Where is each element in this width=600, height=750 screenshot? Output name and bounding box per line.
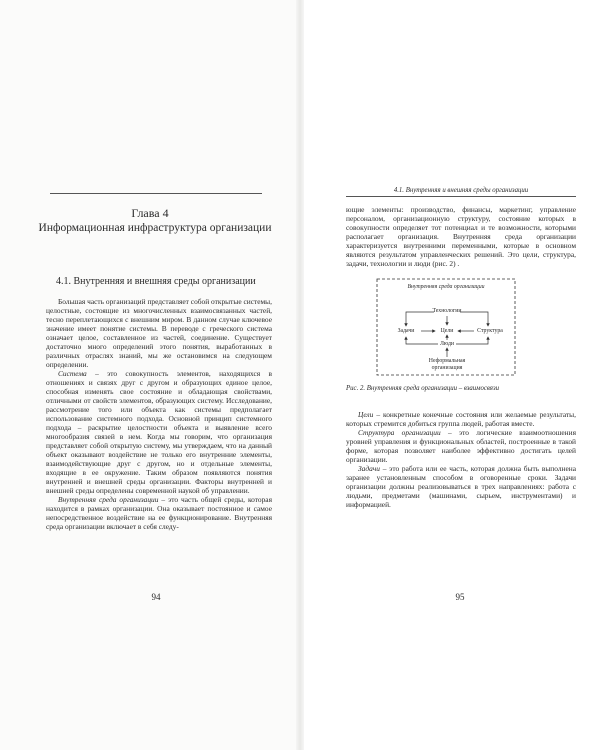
running-head: 4.1. Внутренняя и внешняя среды организации [393, 187, 529, 194]
node-informal-line1: Неформальная [428, 358, 466, 364]
definition-paragraph [346, 464, 576, 509]
node-goals: Цели [440, 328, 454, 334]
node-structure: Структура [477, 328, 503, 334]
arrow-tech-tasks [406, 312, 434, 326]
figure-caption [346, 385, 576, 392]
arrow-tech-structure [460, 312, 488, 326]
right-paragraph: ющие элементы: производство, финансы, маркетинг, управление персоналом, организационную структуру, состояние которых в совокупности определяет тот потенциал и те возможности, которыми располагает организация. Внутренняя среда организации характеризуется внутренними переменными, которые в основном являются результатом управленческих решений. Это цели, структура, задачи, технологии и люди (рис. 2) . [346, 205, 576, 268]
page-number-left: 94 [151, 592, 161, 602]
paragraph-text: Большая часть организаций представляет собой открытые системы, целостные, состоящие из многочисленных взаимосвязанных частей, тесно переплетающихся с внешним миром. В данном случае ключевое значение имеет понятие системы. В переводе с греческого система означает целое, составленное из частей, соединение. Существует достаточно много определений этого понятия, выработанных в различных отраслях знаний, мы же остановимся на следующем определении. [46, 297, 272, 369]
node-informal-line2: организация [431, 365, 463, 371]
running-head-rule [346, 196, 576, 197]
paragraph-text: – это совокупность элементов, находящихся в отношениях и связях друг с другом и образующих единое целое, способная изменять свое состояние и обладающая свойствами, отличными от свойств элементов, образующих систему. Исследование, рассмотрение того или объекта как системы предполагает использование системного подхода. Основной принцип системного подхода – раскрытие целостности объекта и выявление всего многообразия связей в нем. Когда мы говорим, что организация представляет собой открытую систему, мы утверждаем, что на данный объект оказывают воздействие не только его внутренние элементы, взаимодействующие друг с другом, но и отдельные элементы, входящие в ее окружение. Таким образом появляются понятия внутренней и внешней среды организации. Факторы внутренней и внешней среды определены современной наукой об управлении. [46, 369, 272, 495]
page-number-right: 95 [455, 592, 465, 602]
chapter-title: Информационная инфраструктура организации [38, 222, 272, 234]
definition-text: – конкретные конечные состояния или желаемые результаты, которых стремится добиться группа людей, работая вместе. [346, 410, 576, 428]
definition-text: – это работа или ее часть, которая должна быть выполнена заранее установленным способом в оговоренные сроки. Задачи организации должны реализовываться в трех направлениях: работа с людьми, предметами (машинами, сырьем, инструментами) и информацией. [346, 464, 576, 509]
right-definitions [346, 410, 576, 509]
definition-term: Задачи [358, 464, 380, 473]
definition-paragraph [346, 428, 576, 464]
arrow-people-structure [456, 337, 488, 344]
caption-text: Внутренняя среда организации – взаимосвязи [365, 385, 499, 392]
diagram-title: Внутренняя среда организации [407, 284, 485, 290]
definition-term: Цели [358, 410, 374, 419]
right-top-text [346, 205, 576, 268]
section-title: 4.1. Внутренняя и внешняя среды организации [56, 276, 256, 287]
paragraph-text: – это часть общей среды, которая находится в рамках организации. Она оказывает постоянное и самое непосредственное воздействие на ее функционирование. Внутренняя среда организации включает в себя следу- [46, 495, 272, 531]
definition-term: Структура организации [358, 428, 441, 437]
definition-paragraph [346, 410, 576, 428]
node-people: Люди [439, 341, 455, 347]
definition-text: – это логические взаимоотношения уровней управления и функциональных областей, построенные в такой форме, которая позволяет наиболее эффективно достигать целей организации. [346, 428, 576, 464]
node-technologies: Технологии [432, 308, 462, 314]
chapter-number: Глава 4 [131, 206, 169, 220]
internal-environment-diagram [376, 278, 516, 376]
node-tasks: Задачи [397, 328, 415, 334]
paragraph-lead: Система [58, 369, 87, 378]
caption-label: Рис. 2. [346, 385, 366, 392]
paragraph-lead: Внутренняя среда организации [58, 495, 159, 504]
